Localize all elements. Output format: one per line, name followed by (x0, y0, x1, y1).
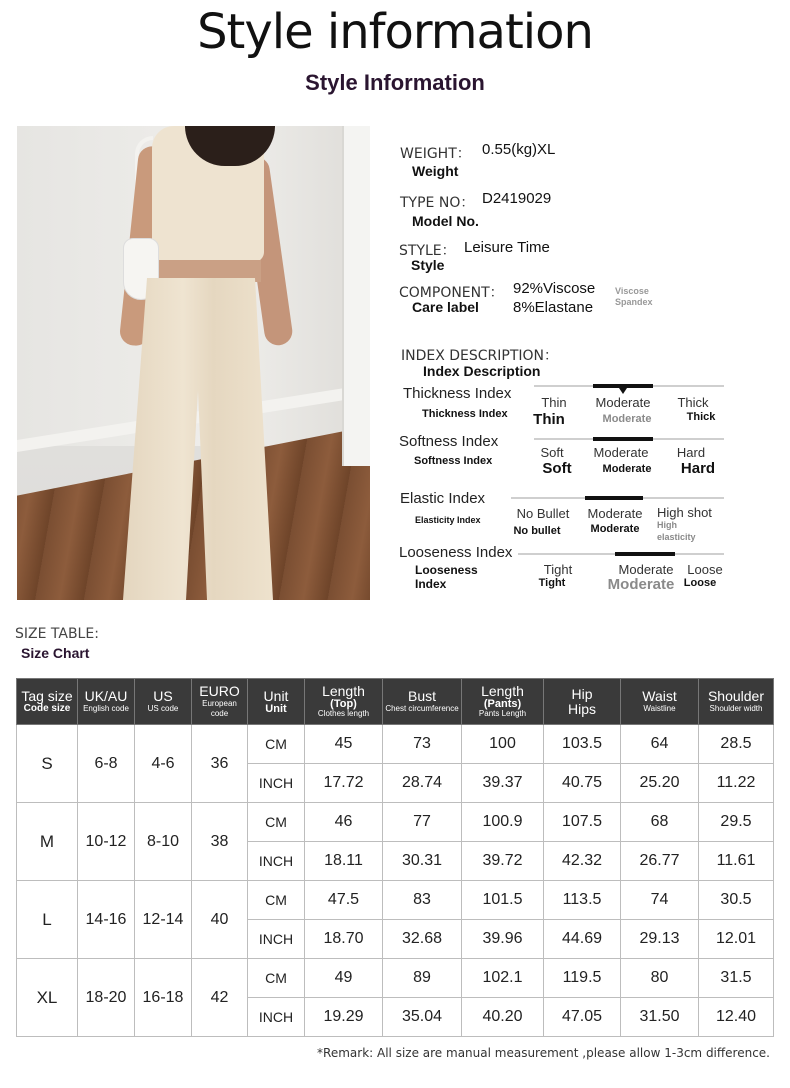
size-table-label: SIZE TABLE: (15, 626, 99, 642)
style-label: STYLE： (399, 243, 456, 259)
thickness-index-sub: Thickness Index (422, 408, 508, 420)
waist-cell: 74 (621, 881, 699, 920)
softness-option-soft-sub: Soft (542, 460, 572, 477)
looseness-option-loose-sub: Loose (683, 577, 717, 589)
looseness-index-name: Looseness Index (399, 544, 513, 561)
component-tiny-spandex: Spandex (615, 297, 653, 307)
length-top-cell: 45 (305, 725, 383, 764)
header-hip: Hip Hips (544, 679, 621, 725)
waist-cell: 26.77 (621, 842, 699, 881)
header-uk-au: UK/AU English code (78, 679, 135, 725)
hip-cell: 40.75 (544, 764, 621, 803)
index-title: INDEX DESCRIPTION： (401, 348, 559, 364)
elastic-option-no-bullet: No Bullet (516, 506, 570, 521)
shoulder-cell: 11.22 (699, 764, 774, 803)
waist-cell: 80 (621, 959, 699, 998)
euro-size: 38 (192, 803, 248, 881)
looseness-option-moderate: Moderate (618, 562, 674, 577)
uk-au-size: 6-8 (78, 725, 135, 803)
uk-au-size: 18-20 (78, 959, 135, 1037)
style-sublabel: Style (411, 257, 445, 273)
uk-au-size: 14-16 (78, 881, 135, 959)
looseness-selected-marker (615, 552, 675, 556)
size-tag: XL (17, 959, 78, 1037)
elastic-option-high-elasticity-sub: High elasticity (657, 520, 696, 542)
elastic-option-moderate: Moderate (587, 506, 643, 521)
component-tiny-viscose: Viscose (615, 286, 649, 296)
softness-option-hard-sub: Hard (680, 460, 716, 477)
elastic-option-no-bullet-sub: No bullet (513, 525, 561, 537)
weight-sublabel: Weight (412, 163, 459, 179)
table-row (17, 725, 774, 764)
product-photo (17, 126, 370, 600)
length-pants-cell: 40.20 (462, 998, 544, 1037)
bust-cell: 83 (383, 881, 462, 920)
unit-cell: INCH (248, 842, 305, 881)
looseness-option-tight-sub: Tight (538, 577, 566, 589)
hip-cell: 107.5 (544, 803, 621, 842)
shoulder-cell: 31.5 (699, 959, 774, 998)
softness-option-soft: Soft (540, 445, 564, 460)
table-row (17, 803, 774, 842)
us-size: 12-14 (135, 881, 192, 959)
component-value-viscose: 92%Viscose (513, 280, 596, 297)
us-size: 16-18 (135, 959, 192, 1037)
elastic-index-name: Elastic Index (400, 490, 486, 507)
length-top-cell: 17.72 (305, 764, 383, 803)
bust-cell: 89 (383, 959, 462, 998)
type-sublabel: Model No. (412, 213, 479, 229)
elastic-option-moderate-sub: Moderate (590, 523, 640, 535)
length-pants-cell: 101.5 (462, 881, 544, 920)
header-bust: Bust Chest circumference (383, 679, 462, 725)
shoulder-cell: 11.61 (699, 842, 774, 881)
hip-cell: 119.5 (544, 959, 621, 998)
component-sublabel: Care label (412, 299, 479, 315)
size-tag: S (17, 725, 78, 803)
page-title: Style information (197, 4, 593, 60)
length-pants-cell: 39.96 (462, 920, 544, 959)
thickness-index-name: Thickness Index (403, 385, 512, 402)
component-value-elastane: 8%Elastane (513, 299, 594, 316)
unit-cell: CM (248, 803, 305, 842)
looseness-option-moderate-sub: Moderate (607, 576, 675, 593)
shoulder-cell: 12.01 (699, 920, 774, 959)
us-size: 8-10 (135, 803, 192, 881)
header-unit: Unit Unit (248, 679, 305, 725)
header-waist: Waist Waistline (621, 679, 699, 725)
softness-option-hard: Hard (676, 445, 706, 460)
waist-cell: 64 (621, 725, 699, 764)
hip-cell: 44.69 (544, 920, 621, 959)
shoulder-cell: 28.5 (699, 725, 774, 764)
uk-au-size: 10-12 (78, 803, 135, 881)
waist-cell: 31.50 (621, 998, 699, 1037)
unit-cell: INCH (248, 998, 305, 1037)
softness-index-name: Softness Index (399, 433, 499, 450)
waist-cell: 25.20 (621, 764, 699, 803)
hip-cell: 47.05 (544, 998, 621, 1037)
bust-cell: 77 (383, 803, 462, 842)
table-row (17, 881, 774, 920)
header-length-pants: Length (Pants) Pants Length (462, 679, 544, 725)
hip-cell: 42.32 (544, 842, 621, 881)
elastic-option-high-shot: High shot (657, 505, 712, 520)
length-pants-cell: 100.9 (462, 803, 544, 842)
length-top-cell: 18.70 (305, 920, 383, 959)
unit-cell: CM (248, 959, 305, 998)
index-subtitle: Index Description (423, 363, 541, 379)
header-shoulder: Shoulder Shoulder width (699, 679, 774, 725)
length-pants-cell: 39.72 (462, 842, 544, 881)
length-top-cell: 47.5 (305, 881, 383, 920)
type-label: TYPE NO： (400, 195, 475, 211)
elastic-index-sub: Elasticity Index (415, 515, 481, 525)
bust-cell: 35.04 (383, 998, 462, 1037)
hip-cell: 113.5 (544, 881, 621, 920)
length-top-cell: 46 (305, 803, 383, 842)
thickness-option-thick-sub: Thick (686, 411, 716, 423)
length-top-cell: 18.11 (305, 842, 383, 881)
page-subtitle: Style Information (305, 70, 485, 95)
bust-cell: 30.31 (383, 842, 462, 881)
softness-selected-marker (593, 437, 653, 441)
measurement-remark: *Remark: All size are manual measurement ,please allow 1-3cm difference. (317, 1046, 770, 1060)
length-pants-cell: 100 (462, 725, 544, 764)
unit-cell: CM (248, 725, 305, 764)
header-length-top: Length (Top) Clothes length (305, 679, 383, 725)
looseness-index-sub: Looseness Index (415, 563, 478, 591)
euro-size: 42 (192, 959, 248, 1037)
header-us: US US code (135, 679, 192, 725)
bust-cell: 28.74 (383, 764, 462, 803)
header-euro: EURO European code (192, 679, 248, 725)
looseness-option-tight: Tight (543, 562, 573, 577)
length-top-cell: 49 (305, 959, 383, 998)
shoulder-cell: 30.5 (699, 881, 774, 920)
unit-cell: CM (248, 881, 305, 920)
unit-cell: INCH (248, 920, 305, 959)
euro-size: 40 (192, 881, 248, 959)
type-value: D2419029 (482, 190, 552, 207)
thickness-option-moderate: Moderate (595, 395, 651, 410)
header-tag-size: Tag size Code size (17, 679, 78, 725)
length-pants-cell: 102.1 (462, 959, 544, 998)
us-size: 4-6 (135, 725, 192, 803)
hip-cell: 103.5 (544, 725, 621, 764)
thickness-marker-notch (619, 388, 627, 394)
size-chart-label: Size Chart (21, 645, 90, 661)
weight-label: WEIGHT： (400, 146, 471, 162)
size-table-header (17, 679, 774, 725)
size-tag: L (17, 881, 78, 959)
thickness-option-thin-sub: Thin (533, 411, 565, 428)
style-value: Leisure Time (464, 239, 550, 256)
waist-cell: 29.13 (621, 920, 699, 959)
softness-option-moderate: Moderate (593, 445, 649, 460)
bust-cell: 73 (383, 725, 462, 764)
softness-option-moderate-sub: Moderate (602, 463, 652, 475)
length-top-cell: 19.29 (305, 998, 383, 1037)
thickness-option-thick: Thick (677, 395, 709, 410)
size-tag: M (17, 803, 78, 881)
looseness-option-loose: Loose (687, 562, 723, 577)
component-label: COMPONENT： (399, 285, 504, 301)
waist-cell: 68 (621, 803, 699, 842)
softness-index-sub: Softness Index (414, 455, 493, 467)
euro-size: 36 (192, 725, 248, 803)
weight-value: 0.55(kg)XL (482, 141, 556, 158)
shoulder-cell: 29.5 (699, 803, 774, 842)
table-row (17, 959, 774, 998)
thickness-option-thin: Thin (541, 395, 567, 410)
length-pants-cell: 39.37 (462, 764, 544, 803)
thickness-option-moderate-sub: Moderate (602, 413, 652, 425)
unit-cell: INCH (248, 764, 305, 803)
elastic-selected-marker (585, 496, 643, 500)
size-table (16, 678, 774, 1037)
bust-cell: 32.68 (383, 920, 462, 959)
shoulder-cell: 12.40 (699, 998, 774, 1037)
